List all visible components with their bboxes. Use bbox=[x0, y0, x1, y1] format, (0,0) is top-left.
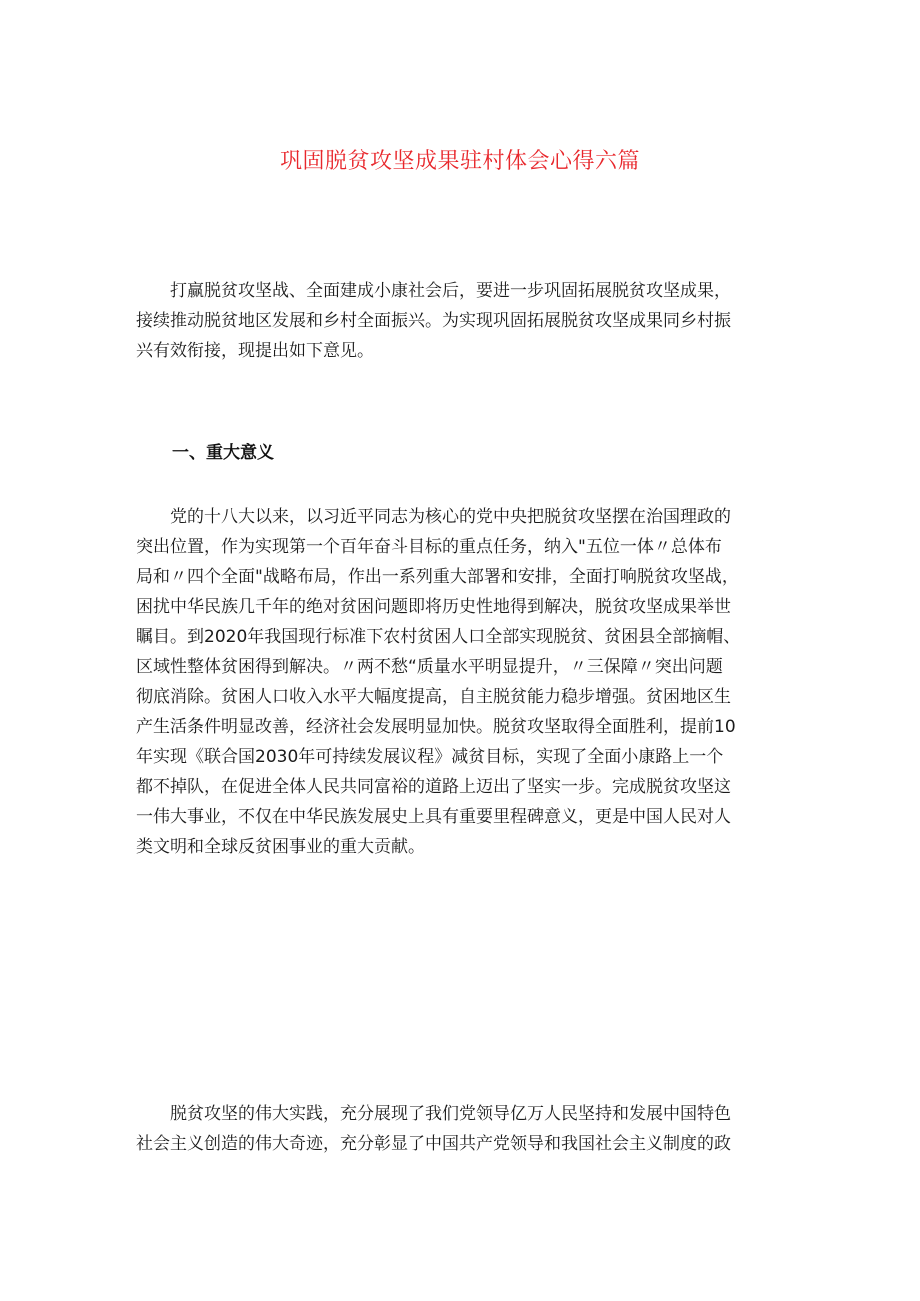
paragraph-line: 类文明和全球反贫困事业的重大贡献。 bbox=[136, 837, 425, 857]
paragraph-line: 兴有效衔接，现提出如下意见。 bbox=[136, 341, 374, 361]
paragraph-line: 产生活条件明显改善，经济社会发展明显加快。脱贫攻坚取得全面胜利，提前10 bbox=[136, 717, 736, 737]
paragraph-line: 接续推动脱贫地区发展和乡村全面振兴。为实现巩固拓展脱贫攻坚成果同乡村振 bbox=[136, 311, 731, 331]
paragraph-line: 社会主义创造的伟大奇迹，充分彰显了中国共产党领导和我国社会主义制度的政 bbox=[136, 1134, 731, 1154]
paragraph-line: 区域性整体贫困得到解决。〃两不愁“质量水平明显提升，〃三保障〃突出问题 bbox=[136, 657, 723, 677]
paragraph-line: 困扰中华民族几千年的绝对贫困问题即将历史性地得到解决，脱贫攻坚成果举世 bbox=[136, 597, 731, 617]
paragraph-significance bbox=[136, 502, 796, 862]
paragraph-line: 脱贫攻坚的伟大实践，充分展现了我们党领导亿万人民坚持和发展中国特色 bbox=[170, 1104, 731, 1124]
document-title: 巩固脱贫攻坚成果驻村体会心得六篇 bbox=[279, 149, 640, 174]
paragraph-line: 打赢脱贫攻坚战、全面建成小康社会后，要进一步巩固拓展脱贫攻坚成果， bbox=[170, 281, 731, 301]
paragraph-practice bbox=[136, 1099, 796, 1159]
paragraph-line: 突出位置，作为实现第一个百年奋斗目标的重点任务，纳入"五位一体〃总体布 bbox=[136, 537, 722, 557]
paragraph-line: 局和〃四个全面"战略布局，作出一系列重大部署和安排，全面打响脱贫攻坚战， bbox=[136, 567, 739, 587]
paragraph-line: 都不掉队，在促进全体人民共同富裕的道路上迈出了坚实一步。完成脱贫攻坚这 bbox=[136, 777, 731, 797]
section-heading: 一、重大意义 bbox=[172, 443, 274, 463]
paragraph-line: 一伟大事业，不仅在中华民族发展史上具有重要里程碑意义，更是中国人民对人 bbox=[136, 807, 731, 827]
paragraph-line: 年实现《联合国2030年可持续发展议程》减贫目标，实现了全面小康路上一个 bbox=[136, 747, 724, 767]
paragraph-line: 党的十八大以来，以习近平同志为核心的党中央把脱贫攻坚摆在治国理政的 bbox=[170, 507, 731, 527]
paragraph-line: 彻底消除。贫困人口收入水平大幅度提高，自主脱贫能力稳步增强。贫困地区生 bbox=[136, 687, 731, 707]
paragraph-intro bbox=[136, 276, 796, 366]
paragraph-line: 瞩目。到2020年我国现行标准下农村贫困人口全部实现脱贫、贫困县全部摘帽、 bbox=[136, 627, 741, 647]
